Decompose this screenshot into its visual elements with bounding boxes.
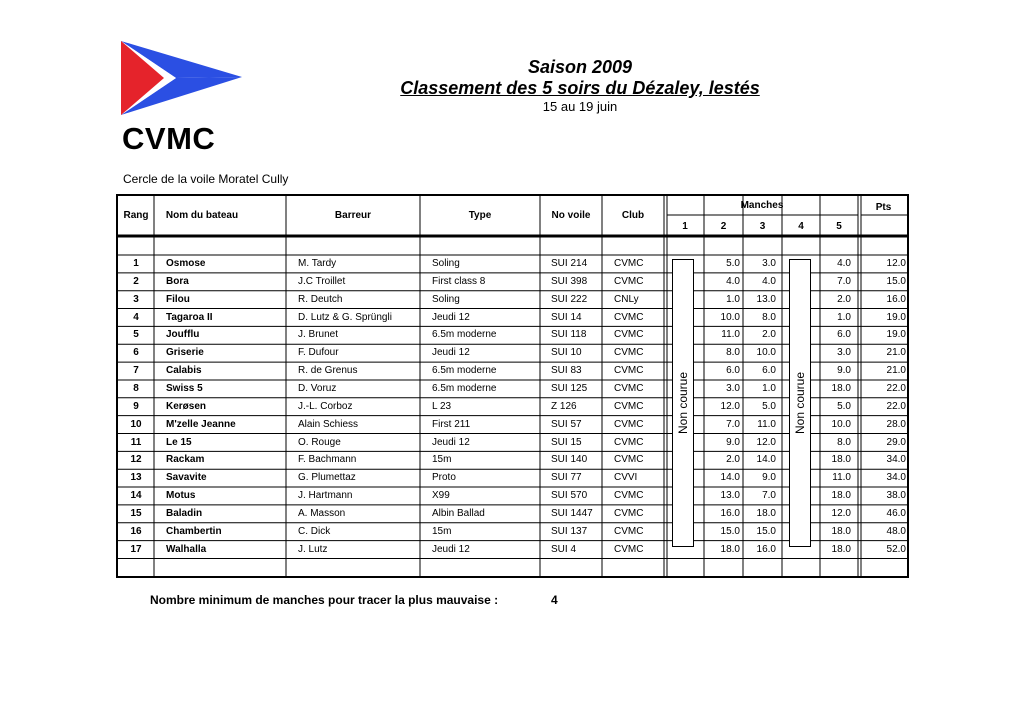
cell-barreur: J. Brunet bbox=[298, 329, 339, 341]
footer-value: 4 bbox=[551, 593, 558, 607]
cell-club: CVMC bbox=[614, 275, 644, 287]
cell-m2: 2.0 bbox=[726, 454, 740, 466]
cell-club: CVMC bbox=[614, 418, 644, 430]
cell-m3: 18.0 bbox=[756, 507, 776, 519]
cell-m2: 5.0 bbox=[726, 258, 740, 269]
cell-m5: 7.0 bbox=[837, 275, 851, 287]
cell-voile: SUI 140 bbox=[551, 454, 588, 466]
cell-m3: 10.0 bbox=[756, 347, 776, 359]
cell-type: First class 8 bbox=[432, 275, 486, 287]
cell-pts: 38.0 bbox=[886, 490, 906, 502]
cell-pts: 21.0 bbox=[886, 365, 906, 377]
manche-4-not-raced bbox=[789, 259, 811, 547]
cell-nom: Bora bbox=[166, 275, 189, 287]
cell-rang: 12 bbox=[130, 454, 142, 466]
cell-voile: SUI 398 bbox=[551, 275, 588, 287]
cell-pts: 22.0 bbox=[886, 400, 906, 412]
cell-m3: 9.0 bbox=[762, 472, 776, 484]
dates-subtitle: 15 au 19 juin bbox=[542, 99, 618, 114]
cell-type: Albin Ballad bbox=[432, 507, 485, 519]
cell-pts: 16.0 bbox=[886, 293, 906, 305]
cell-m5: 18.0 bbox=[831, 454, 851, 466]
cell-rang: 9 bbox=[133, 400, 139, 412]
cell-nom: M'zelle Jeanne bbox=[166, 418, 236, 430]
cell-m3: 5.0 bbox=[762, 400, 776, 412]
header-type: Type bbox=[468, 210, 492, 221]
cell-voile: Z 126 bbox=[551, 400, 577, 412]
cell-barreur: R. de Grenus bbox=[298, 365, 358, 377]
season-title: Saison 2009 bbox=[527, 57, 633, 77]
cell-rang: 10 bbox=[130, 418, 142, 430]
cell-type: Soling bbox=[432, 258, 460, 269]
cell-rang: 6 bbox=[133, 347, 139, 359]
cell-m5: 12.0 bbox=[831, 507, 851, 519]
header-manche-4: 4 bbox=[798, 221, 804, 232]
cell-rang: 16 bbox=[130, 525, 142, 537]
cell-nom: Joufflu bbox=[166, 329, 200, 341]
cell-type: Soling bbox=[432, 293, 460, 305]
cell-voile: SUI 57 bbox=[551, 418, 582, 430]
cell-m3: 12.0 bbox=[756, 436, 776, 448]
cell-barreur: F. Dufour bbox=[298, 347, 339, 359]
cell-m5: 1.0 bbox=[837, 311, 851, 323]
cell-club: CVMC bbox=[614, 347, 644, 359]
cell-nom: Walhalla bbox=[166, 543, 207, 555]
cell-rang: 4 bbox=[133, 311, 139, 323]
cell-m2: 8.0 bbox=[726, 347, 740, 359]
cell-m3: 7.0 bbox=[762, 490, 776, 502]
cell-m3: 6.0 bbox=[762, 365, 776, 377]
cell-barreur: J. Hartmann bbox=[298, 490, 353, 502]
cell-club: CVMC bbox=[614, 400, 644, 412]
cell-barreur: D. Voruz bbox=[298, 382, 337, 394]
cell-m5: 5.0 bbox=[837, 400, 851, 412]
cell-nom: Baladin bbox=[166, 507, 203, 519]
cell-type: 15m bbox=[432, 525, 452, 537]
cell-m2: 7.0 bbox=[726, 418, 740, 430]
results-table bbox=[116, 194, 909, 578]
manche-1-not-raced bbox=[672, 259, 694, 547]
cell-nom: Le 15 bbox=[166, 436, 192, 448]
cell-rang: 11 bbox=[130, 436, 142, 448]
cell-barreur: G. Plumettaz bbox=[298, 472, 356, 484]
cell-m5: 4.0 bbox=[837, 258, 851, 269]
cell-m2: 15.0 bbox=[720, 525, 740, 537]
cell-rang: 14 bbox=[130, 490, 142, 502]
cell-club: CVMC bbox=[614, 525, 644, 537]
cell-barreur: D. Lutz & G. Sprüngli bbox=[298, 311, 392, 323]
cell-m3: 11.0 bbox=[757, 418, 776, 430]
cell-club: CVMC bbox=[614, 507, 644, 519]
cell-m2: 9.0 bbox=[726, 436, 740, 448]
cell-m5: 18.0 bbox=[831, 543, 851, 555]
cell-type: 6.5m moderne bbox=[432, 329, 497, 341]
cell-voile: SUI 118 bbox=[551, 329, 587, 341]
cell-club: CVMC bbox=[614, 543, 644, 555]
cell-nom: Tagaroa II bbox=[166, 311, 213, 323]
cell-barreur: O. Rouge bbox=[298, 436, 341, 448]
cell-m5: 9.0 bbox=[837, 365, 851, 377]
header-manches: Manches bbox=[740, 200, 784, 211]
header-manche-5: 5 bbox=[836, 221, 842, 232]
header-pts: Pts bbox=[875, 202, 892, 213]
cell-rang: 3 bbox=[133, 293, 139, 305]
cell-voile: SUI 222 bbox=[551, 293, 588, 305]
cell-m2: 14.0 bbox=[720, 472, 740, 484]
cell-m2: 1.0 bbox=[726, 293, 740, 305]
cell-voile: SUI 570 bbox=[551, 490, 588, 502]
cell-rang: 8 bbox=[133, 382, 139, 394]
cell-pts: 15.0 bbox=[886, 275, 906, 287]
cell-m2: 6.0 bbox=[726, 365, 740, 377]
cell-m5: 18.0 bbox=[831, 490, 851, 502]
cell-barreur: C. Dick bbox=[298, 525, 331, 537]
cell-voile: SUI 4 bbox=[551, 543, 577, 555]
cell-pts: 34.0 bbox=[886, 472, 906, 484]
cell-barreur: F. Bachmann bbox=[298, 454, 357, 466]
cell-club: CNLy bbox=[614, 293, 639, 305]
cell-rang: 5 bbox=[133, 329, 139, 341]
cell-pts: 48.0 bbox=[886, 525, 906, 537]
cell-m3: 4.0 bbox=[762, 275, 776, 287]
cvmc-pennant-logo bbox=[118, 38, 248, 118]
cell-m5: 2.0 bbox=[837, 293, 851, 305]
cell-club: CVMC bbox=[614, 329, 644, 341]
cell-club: CVMC bbox=[614, 382, 644, 394]
cell-pts: 22.0 bbox=[886, 382, 906, 394]
non-courue-label: Non courue bbox=[793, 371, 807, 435]
cell-club: CVMC bbox=[614, 490, 644, 502]
cell-nom: Motus bbox=[166, 490, 196, 502]
cell-m5: 18.0 bbox=[831, 382, 851, 394]
cell-rang: 2 bbox=[133, 275, 139, 287]
cell-barreur: Alain Schiess bbox=[298, 418, 359, 430]
cell-type: Jeudi 12 bbox=[432, 347, 470, 359]
cell-m3: 13.0 bbox=[756, 293, 776, 305]
cell-voile: SUI 77 bbox=[551, 472, 582, 484]
cell-type: 6.5m moderne bbox=[432, 365, 497, 377]
cell-type: 6.5m moderne bbox=[432, 382, 497, 394]
cell-rang: 1 bbox=[133, 258, 139, 269]
cell-nom: Rackam bbox=[166, 454, 205, 466]
cell-m5: 11.0 bbox=[832, 472, 851, 484]
cell-nom: Savavite bbox=[166, 472, 207, 484]
cell-m3: 14.0 bbox=[756, 454, 776, 466]
cell-type: Proto bbox=[432, 472, 456, 484]
header-manche-2: 2 bbox=[720, 221, 727, 232]
cell-m3: 15.0 bbox=[756, 525, 776, 537]
cell-nom: Osmose bbox=[166, 258, 206, 269]
cell-type: L 23 bbox=[432, 400, 452, 412]
cell-rang: 13 bbox=[130, 472, 142, 484]
cell-barreur: J.-L. Corboz bbox=[298, 400, 353, 412]
cell-m3: 8.0 bbox=[762, 311, 776, 323]
cell-nom: Chambertin bbox=[166, 525, 222, 537]
cell-pts: 12.0 bbox=[886, 258, 906, 269]
cell-type: 15m bbox=[432, 454, 452, 466]
cell-voile: SUI 83 bbox=[551, 365, 582, 377]
cell-club: CVMC bbox=[614, 436, 644, 448]
cell-m2: 11.0 bbox=[721, 329, 740, 341]
cell-nom: Kerøsen bbox=[166, 400, 207, 412]
cell-m5: 3.0 bbox=[837, 347, 851, 359]
header-rang: Rang bbox=[123, 210, 149, 221]
cell-m2: 10.0 bbox=[720, 311, 740, 323]
club-full-name: Cercle de la voile Moratel Cully bbox=[123, 172, 289, 186]
cell-pts: 34.0 bbox=[886, 454, 906, 466]
cell-pts: 46.0 bbox=[886, 507, 906, 519]
cell-voile: SUI 125 bbox=[551, 382, 588, 394]
cell-rang: 15 bbox=[130, 507, 142, 519]
cell-barreur: R. Deutch bbox=[298, 293, 343, 305]
cell-m2: 16.0 bbox=[720, 507, 740, 519]
cell-club: CVVI bbox=[614, 472, 638, 484]
cell-voile: SUI 14 bbox=[551, 311, 582, 323]
cell-type: Jeudi 12 bbox=[432, 543, 470, 555]
cell-m2: 3.0 bbox=[726, 382, 740, 394]
cell-voile: SUI 15 bbox=[551, 436, 582, 448]
cell-type: Jeudi 12 bbox=[432, 311, 470, 323]
cell-m3: 3.0 bbox=[762, 258, 776, 269]
cell-m3: 1.0 bbox=[762, 382, 776, 394]
cell-nom: Calabis bbox=[166, 365, 202, 377]
cell-voile: SUI 214 bbox=[551, 258, 588, 269]
header-club: Club bbox=[621, 210, 645, 221]
non-courue-label: Non courue bbox=[676, 371, 690, 435]
cell-pts: 28.0 bbox=[886, 418, 906, 430]
header-nom: Nom du bateau bbox=[165, 210, 239, 221]
cell-m5: 8.0 bbox=[837, 436, 851, 448]
brand-name: CVMC bbox=[122, 121, 216, 156]
cell-club: CVMC bbox=[614, 454, 644, 466]
cell-rang: 7 bbox=[133, 365, 139, 377]
cell-m3: 2.0 bbox=[762, 329, 776, 341]
cell-barreur: J.C Troillet bbox=[298, 275, 346, 287]
cell-type: X99 bbox=[432, 490, 450, 502]
cell-pts: 19.0 bbox=[886, 311, 906, 323]
header-manche-1: 1 bbox=[682, 221, 688, 232]
cell-nom: Filou bbox=[166, 293, 190, 305]
cell-barreur: M. Tardy bbox=[298, 258, 337, 269]
cell-voile: SUI 10 bbox=[551, 347, 582, 359]
header-manche-3: 3 bbox=[759, 221, 766, 232]
cell-club: CVMC bbox=[614, 258, 644, 269]
cell-pts: 19.0 bbox=[886, 329, 906, 341]
header-barreur: Barreur bbox=[334, 210, 372, 221]
cell-voile: SUI 137 bbox=[551, 525, 588, 537]
cell-pts: 52.0 bbox=[886, 543, 906, 555]
cell-nom: Griserie bbox=[166, 347, 204, 359]
cell-voile: SUI 1447 bbox=[551, 507, 593, 519]
cell-m3: 16.0 bbox=[756, 543, 776, 555]
cell-m2: 18.0 bbox=[720, 543, 740, 555]
cell-club: CVMC bbox=[614, 365, 644, 377]
ranking-title: Classement des 5 soirs du Dézaley, lestés bbox=[400, 78, 760, 98]
cell-m2: 4.0 bbox=[726, 275, 740, 287]
cell-m2: 12.0 bbox=[720, 400, 740, 412]
footer-label: Nombre minimum de manches pour tracer la plus mauvaise : bbox=[150, 593, 499, 607]
cell-type: Jeudi 12 bbox=[432, 436, 470, 448]
header-voile: No voile bbox=[551, 210, 591, 221]
cell-m5: 18.0 bbox=[831, 525, 851, 537]
cell-club: CVMC bbox=[614, 311, 644, 323]
cell-barreur: J. Lutz bbox=[298, 543, 328, 555]
cell-m2: 13.0 bbox=[720, 490, 740, 502]
cell-barreur: A. Masson bbox=[298, 507, 346, 519]
cell-pts: 29.0 bbox=[886, 436, 906, 448]
cell-type: First 211 bbox=[432, 418, 471, 430]
cell-pts: 21.0 bbox=[886, 347, 906, 359]
cell-m5: 6.0 bbox=[837, 329, 851, 341]
cell-nom: Swiss 5 bbox=[166, 382, 203, 394]
cell-m5: 10.0 bbox=[831, 418, 851, 430]
cell-rang: 17 bbox=[130, 543, 142, 555]
